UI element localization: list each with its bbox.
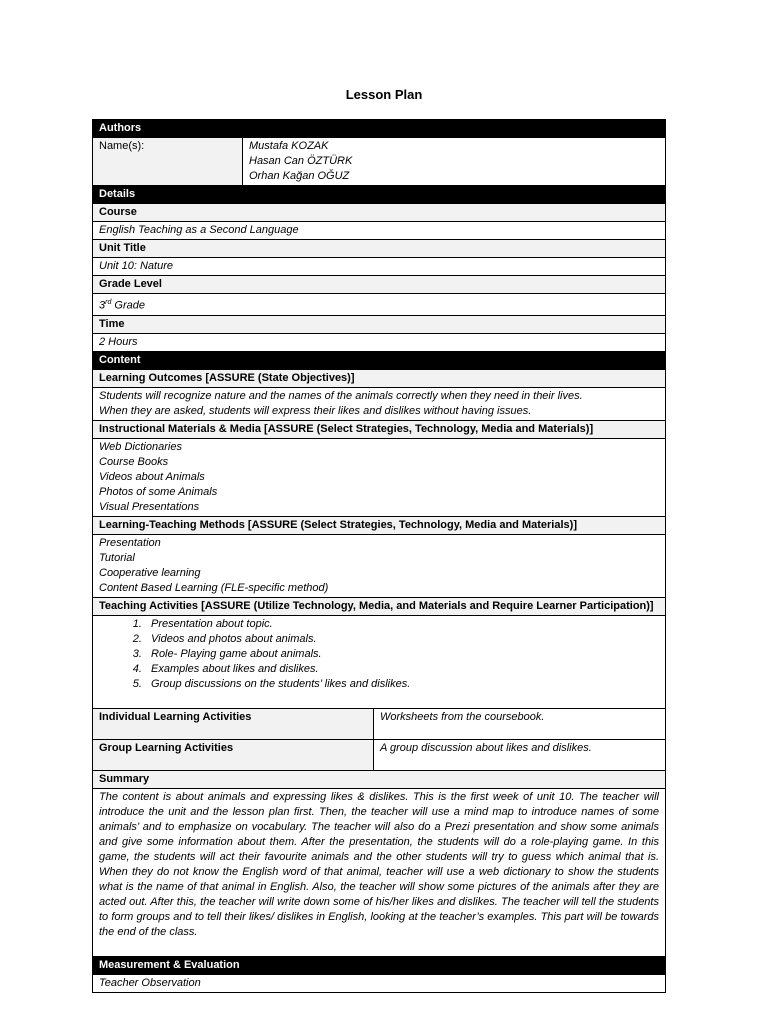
time-value: 2 Hours [99, 335, 138, 348]
evaluation-header: Measurement & Evaluation [93, 957, 665, 974]
authors-header: Authors [93, 120, 665, 137]
authors-section-row [93, 120, 665, 137]
teaching-activities-list [93, 616, 665, 708]
teaching-activities-tag: [ASSURE (Utilize Technology, Media, and Materials and Require Learner Participation)] [201, 599, 654, 612]
activity-item: 3. Role- Playing game about animals. [145, 647, 659, 662]
content-section-row [93, 351, 665, 369]
materials-tag: [ASSURE (Select Strategies, Technology, Media and Materials)] [264, 422, 594, 435]
individual-activities-label: Individual Learning Activities [93, 709, 374, 739]
material-item: Photos of some Animals [99, 485, 218, 498]
teaching-activities-label [93, 598, 665, 615]
names-label: Name(s): [93, 138, 243, 185]
method-item: Tutorial [99, 551, 135, 564]
method-item: Content Based Learning (FLE-specific method) [99, 581, 329, 594]
method-item: Cooperative learning [99, 566, 201, 579]
activity-item: 2. Videos and photos about animals. [145, 632, 659, 647]
method-item: Presentation [99, 536, 161, 549]
unit-title-label: Unit Title [93, 240, 665, 257]
lesson-plan-table [92, 119, 666, 993]
material-item: Visual Presentations [99, 500, 200, 513]
individual-activities-value: Worksheets from the coursebook. [380, 710, 545, 723]
evaluation-value: Teacher Observation [99, 976, 201, 989]
unit-title-value: Unit 10: Nature [99, 260, 173, 272]
group-activities-label: Group Learning Activities [93, 740, 374, 770]
methods-list [93, 535, 665, 597]
outcome-item: Students will recognize nature and the names of the animals correctly when they need in their lives. [99, 389, 583, 402]
group-activities-row [93, 739, 665, 770]
details-header: Details [93, 186, 665, 203]
methods-tag: [ASSURE (Select Strategies, Technology, Media and Materials)] [247, 518, 577, 531]
teaching-activities-title: Teaching Activities [99, 599, 199, 612]
authors-names-row [93, 137, 665, 185]
activity-item: 1. Presentation about topic. [145, 617, 659, 632]
grade-ordinal: rd [105, 299, 112, 306]
grade-word: Grade [111, 299, 145, 312]
grade-level-label: Grade Level [93, 276, 665, 293]
summary-text: The content is about animals and expressing likes & dislikes. This is the first week of unit 10. The teacher will introduce the unit and the lesson plan first. Then, the teacher will use a mind map to introduce names of some animals’ and to emphasize on vocabulary. The teacher will also do a Prezi presentation and show some animals and give some information about them. After the presentation, the students will do a role-playing game. In this game, the students will act their favourite animals and the other students will try to guess which animal that is. When they do not know the English word of that animal, teacher will use a web dictionary to show the students what is the name of that animal in English. Also, the teacher will show some pictures of the animals after they are acted out. After this, the teacher will write down some of his/her likes and dislikes. The teacher will tell the students to form groups and to tell their likes/ dislikes in English, looking at the teacher’s examples. This part will be towards the end of the class. [99, 790, 659, 938]
material-item: Videos about Animals [99, 470, 205, 483]
author-names [243, 138, 665, 185]
content-header: Content [93, 352, 665, 369]
author-name: Mustafa KOZAK [249, 140, 329, 152]
author-name: Hasan Can ÖZTÜRK [249, 155, 353, 167]
activity-item: 4. Examples about likes and dislikes. [145, 662, 659, 677]
learning-outcomes-list [93, 388, 665, 420]
group-activities-value: A group discussion about likes and dislikes. [380, 741, 592, 754]
page-title: Lesson Plan [345, 87, 423, 102]
course-label: Course [93, 204, 665, 221]
activity-item: 5. Group discussions on the students’ likes and dislikes. [145, 677, 659, 692]
individual-activities-row [93, 708, 665, 739]
materials-title: Instructional Materials & Media [99, 422, 261, 435]
course-value: English Teaching as a Second Language [99, 224, 299, 236]
time-label: Time [93, 316, 665, 333]
learning-outcomes-label [93, 370, 665, 387]
outcome-item: When they are asked, students will express their likes and dislikes without having issues. [99, 404, 532, 417]
material-item: Course Books [99, 455, 169, 468]
grade-number: 3 [99, 299, 106, 312]
learning-outcomes-title: Learning Outcomes [99, 371, 203, 384]
materials-label [93, 421, 665, 438]
methods-label [93, 517, 665, 534]
grade-level-value [93, 294, 665, 315]
summary-body [93, 789, 665, 956]
methods-title: Learning-Teaching Methods [99, 518, 245, 531]
summary-label: Summary [93, 771, 665, 788]
material-item: Web Dictionaries [99, 440, 182, 453]
author-name: Orhan Kağan OĞUZ [249, 170, 350, 182]
details-section-row [93, 185, 665, 203]
materials-list [93, 439, 665, 516]
evaluation-section-row [93, 956, 665, 974]
learning-outcomes-tag: [ASSURE (State Objectives)] [205, 371, 355, 384]
